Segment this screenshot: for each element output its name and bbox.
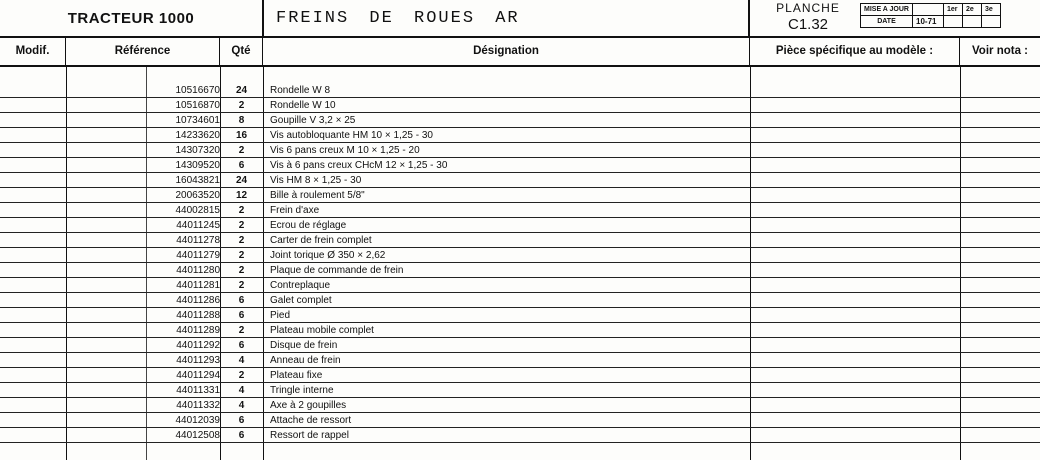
update-label: MISE A JOUR [861,4,913,16]
part-reference: 44011289 [176,325,220,336]
table-row [0,248,1040,263]
part-quantity: 2 [238,280,245,291]
part-reference: 44011286 [176,295,220,306]
table-row [0,398,1040,413]
part-reference: 20063520 [175,190,220,201]
part-designation: Rondelle W 8 [270,85,331,96]
table-row [0,293,1040,308]
table-row [0,203,1040,218]
date-label: DATE [861,16,913,28]
table-row [0,98,1040,113]
table-row [0,218,1040,233]
table-row [0,368,1040,383]
column-reference: Référence [66,38,220,65]
part-reference: 44012039 [175,415,220,426]
part-reference: 10516670 [175,85,220,96]
table-row [0,158,1040,173]
part-quantity: 24 [235,175,248,186]
column-piece-specifique: Pièce spécifique au modèle : [750,38,960,65]
table-row [0,233,1040,248]
update-slot-3: 3e [982,4,1001,16]
part-quantity: 2 [238,100,245,111]
part-reference: 44012508 [175,430,220,441]
table-row [0,113,1040,128]
part-quantity: 2 [238,265,245,276]
part-reference: 44011279 [176,250,220,261]
part-reference: 44011245 [176,220,220,231]
part-quantity: 2 [238,250,245,261]
planche-block [772,0,844,33]
part-designation: Goupille V 3,2 × 25 [270,115,356,126]
part-designation: Disque de frein [270,340,338,351]
table-row [0,128,1040,143]
part-reference: 10516870 [175,100,220,111]
part-reference: 14307320 [175,145,220,156]
product-title-cell [0,0,264,38]
table-row [0,188,1040,203]
part-reference: 44011332 [176,400,220,411]
part-designation: Vis HM 8 × 1,25 - 30 [270,175,362,186]
part-reference: 16043821 [175,175,220,186]
part-quantity: 6 [238,310,245,321]
section-title: FREINS DE ROUES AR [276,8,520,28]
product-title: TRACTEUR 1000 [67,9,195,27]
part-designation: Frein d'axe [270,205,320,216]
table-row [0,428,1040,443]
part-quantity: 16 [235,130,248,141]
table-row [0,308,1040,323]
part-designation: Vis 6 pans creux M 10 × 1,25 - 20 [270,145,420,156]
column-modif: Modif. [0,38,66,65]
part-reference: 44002815 [175,205,220,216]
date-value: 10-71 [913,16,944,28]
part-quantity: 8 [238,115,245,126]
planche-label: PLANCHE [776,1,840,15]
part-quantity: 24 [235,85,248,96]
table-row [0,323,1040,338]
part-quantity: 4 [238,400,245,411]
part-reference: 44011294 [176,370,220,381]
part-designation: Rondelle W 10 [270,100,336,111]
part-designation: Vis à 6 pans creux CHcM 12 × 1,25 - 30 [270,160,448,171]
part-designation: Carter de frein complet [270,235,372,246]
part-designation: Attache de ressort [270,415,352,426]
part-reference: 44011293 [176,355,220,366]
part-quantity: 2 [238,370,245,381]
column-voir-nota: Voir nota : [971,45,1028,57]
part-quantity: 2 [238,205,245,216]
part-reference: 44011288 [176,310,220,321]
table-row [0,353,1040,368]
update-blank [913,4,944,16]
update-slot-1-date [944,16,963,28]
table-row [0,263,1040,278]
planche-code: C1.32 [787,16,829,33]
part-reference: 44011292 [176,340,220,351]
part-reference: 44011331 [176,385,220,396]
part-quantity: 6 [238,160,245,171]
update-slot-1: 1er [944,4,963,16]
column-header-row [0,38,1040,67]
table-row [0,83,1040,98]
part-quantity: 6 [238,415,245,426]
part-reference: 44011281 [176,280,220,291]
update-slot-2: 2e [963,4,982,16]
part-designation: Pied [270,310,291,321]
part-designation: Plateau mobile complet [270,325,374,336]
part-designation: Axe à 2 goupilles [270,400,347,411]
column-designation: Désignation [263,38,750,65]
part-quantity: 6 [238,430,245,441]
part-designation: Contreplaque [270,280,331,291]
table-row [0,413,1040,428]
table-row [0,383,1040,398]
part-designation: Ressort de rappel [270,430,349,441]
part-quantity: 6 [238,340,245,351]
part-reference: 10734601 [175,115,220,126]
table-row [0,338,1040,353]
part-designation: Ecrou de réglage [270,220,347,231]
update-slot-2-date [963,16,982,28]
table-row [0,143,1040,158]
update-table [860,3,1001,28]
part-designation: Anneau de frein [270,355,341,366]
part-designation: Tringle interne [270,385,334,396]
part-reference: 14233620 [175,130,220,141]
part-designation: Plateau fixe [270,370,323,381]
table-row [0,278,1040,293]
part-designation: Bille à roulement 5/8" [270,190,365,201]
part-quantity: 2 [238,145,245,156]
section-title-cell [264,0,750,38]
planche-cell [750,0,1040,38]
part-quantity: 2 [238,325,245,336]
table-row [0,173,1040,188]
part-quantity: 2 [238,235,245,246]
part-quantity: 4 [238,355,245,366]
part-quantity: 4 [238,385,245,396]
part-reference: 44011280 [176,265,220,276]
part-quantity: 6 [238,295,245,306]
part-reference: 44011278 [176,235,220,246]
part-designation: Plaque de commande de frein [270,265,404,276]
part-quantity: 12 [235,190,248,201]
update-slot-3-date [982,16,1001,28]
part-designation: Vis autobloquante HM 10 × 1,25 - 30 [270,130,433,141]
column-qte: Qté [220,38,263,65]
part-reference: 14309520 [175,160,220,171]
part-designation: Joint torique Ø 350 × 2,62 [270,250,386,261]
part-designation: Galet complet [270,295,332,306]
part-quantity: 2 [238,220,245,231]
